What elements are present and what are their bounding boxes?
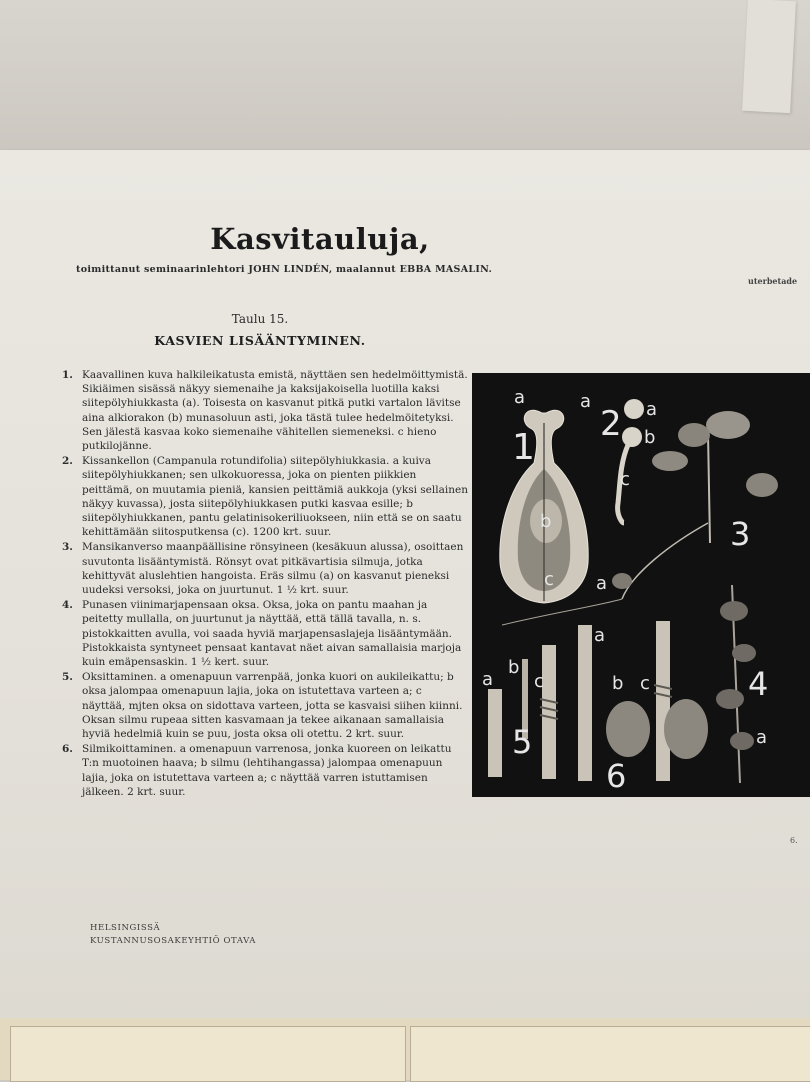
figure-label-3: 3 xyxy=(730,515,751,553)
label-b: b xyxy=(508,657,520,678)
publisher-name: KUSTANNUSOSAKEYHTIÖ OTAVA xyxy=(90,936,257,946)
label-a: a xyxy=(756,727,768,748)
illustration-plate xyxy=(472,373,810,797)
item-text: Oksittaminen. a omenapuun varrenpää, jonka kuori on aukileikattu; b oksa jalompaa omenapuun lajia, joka on istutettava varteen a; c näyttää, mjten oksa on sidottava varteen, jotta se kasvaisi siihen kiinni. Oksan silmu rupeaa sitten kasvamaan ja tekee aikanaan samallaisia hyviä hedelmiä kuin se puu, josta oksa oli otettu. 2 krt. suur. xyxy=(82,671,463,741)
list-item xyxy=(62,598,468,669)
label-b: b xyxy=(540,511,552,532)
plate-title: KASVIEN LISÄÄNTYMINEN. xyxy=(154,333,366,348)
figure-label-1: 1 xyxy=(512,427,535,468)
label-c: c xyxy=(534,671,544,692)
label-c: c xyxy=(544,569,554,590)
figure-label-4: 4 xyxy=(748,665,769,703)
shelf-board xyxy=(10,1026,406,1082)
label-b: b xyxy=(612,673,624,694)
item-text: Mansikanverso maanpäällisine rönsyineen (kesäkuun alussa), osoittaen suvutonta lisääntymistä. Rönsyt ovat pitkävartisia silmuja, jotka kehittyvät aluslehtien hangoista. Eräs silmu (a) on kasvanut pieneksi uudeksi versoksi, joka on juurtunut. 1 ½ krt. suur. xyxy=(82,541,464,597)
cut-off-text: uterbetade xyxy=(748,276,798,286)
figure-label-6: 6 xyxy=(606,757,627,795)
credits-line: toimittanut seminaarinlehtori JOHN LINDÉN, maalannut EBBA MASALIN. xyxy=(76,264,493,275)
plate-number: Taulu 15. xyxy=(231,312,289,326)
label-a: a xyxy=(580,391,592,412)
item-number: 5. xyxy=(62,671,73,684)
wall-background xyxy=(0,0,810,170)
label-a: a xyxy=(646,399,658,420)
item-text: Kaavallinen kuva halkileikatusta emistä, näyttäen sen hedelmöittymistä. Sikiäimen sisässä näkyy siemenaihe ja kaksijakoisella luotilla kaksi siitepölyhiukkasta (a). Toisesta on kasvanut pitkä putki vartalon lävitse aina alkiorakon (b) munasoluun asti, joka tästä tulee hedelmöitetyksi. Sen jälestä kasvaa koko siemenaihe vähitellen siemeneksi. c hieno putkilojänne. xyxy=(82,369,468,453)
item-number: 6. xyxy=(62,743,73,756)
item-text: Kissankellon (Campanula rotundifolia) siitepölyhiukkasia. a kuiva siitepölyhiukkanen; sen ulkokuoressa, joka on pienten piikkien peittämä, on muutamia pieniä, kansien peittämiä aukkoja (yksi sellainen näkyy kuvassa), josta siitepölyhiukkasen putki kasvaa esille; b siitepölyhiukkanen, pantu gelatinisokeriliuokseen, niin että se on saatu kehittämään siitosputkensa (c). 1200 krt. suur. xyxy=(82,455,468,539)
label-c: c xyxy=(620,469,630,490)
list-item xyxy=(62,742,468,799)
label-b: b xyxy=(644,427,656,448)
label-a: a xyxy=(514,387,526,408)
description-list xyxy=(62,368,468,800)
margin-mark: 6. xyxy=(790,836,798,845)
label-c: c xyxy=(640,673,650,694)
publisher-imprint xyxy=(90,922,256,948)
list-item xyxy=(62,454,468,539)
botanical-illustration xyxy=(472,373,810,797)
item-number: 3. xyxy=(62,541,73,554)
label-a: a xyxy=(594,625,606,646)
item-number: 1. xyxy=(62,369,73,381)
item-number: 4. xyxy=(62,599,73,612)
tape-strip xyxy=(742,0,796,113)
figure-label-5: 5 xyxy=(512,723,533,761)
item-text: Punasen viinimarjapensaan oksa. Oksa, joka on pantu maahan ja peitetty mullalla, on juurtunut ja näyttää, että tällä tavalla, n. s. pistokkaitten avulla, voi saada hyviä marjapensaslajeja lisääntymään. Pistokkaista syntyneet pensaat kantavat näet aivan samallaisia marjoja kuin emäpensaskin. 1 ½ kert. suur. xyxy=(82,599,462,669)
label-a: a xyxy=(482,669,494,690)
list-item xyxy=(62,670,468,741)
item-text: Silmikoittaminen. a omenapuun varrenosa, jonka kuoreen on leikattu T:n muotoinen haava; b silmu (lehtihangassa) jalompaa omenapuun lajia, joka on istutettava varteen a; c näyttää varren istuttamisen jälkeen. 2 krt. suur. xyxy=(82,743,452,798)
list-item xyxy=(62,368,468,453)
item-number: 2. xyxy=(62,455,73,468)
shelf-board xyxy=(410,1026,810,1082)
list-item xyxy=(62,540,468,597)
figure-label-2: 2 xyxy=(600,404,622,444)
sheet-title: Kasvitauluja, xyxy=(210,222,430,256)
label-a: a xyxy=(596,573,608,594)
publisher-city: HELSINGISSÄ xyxy=(90,923,161,933)
